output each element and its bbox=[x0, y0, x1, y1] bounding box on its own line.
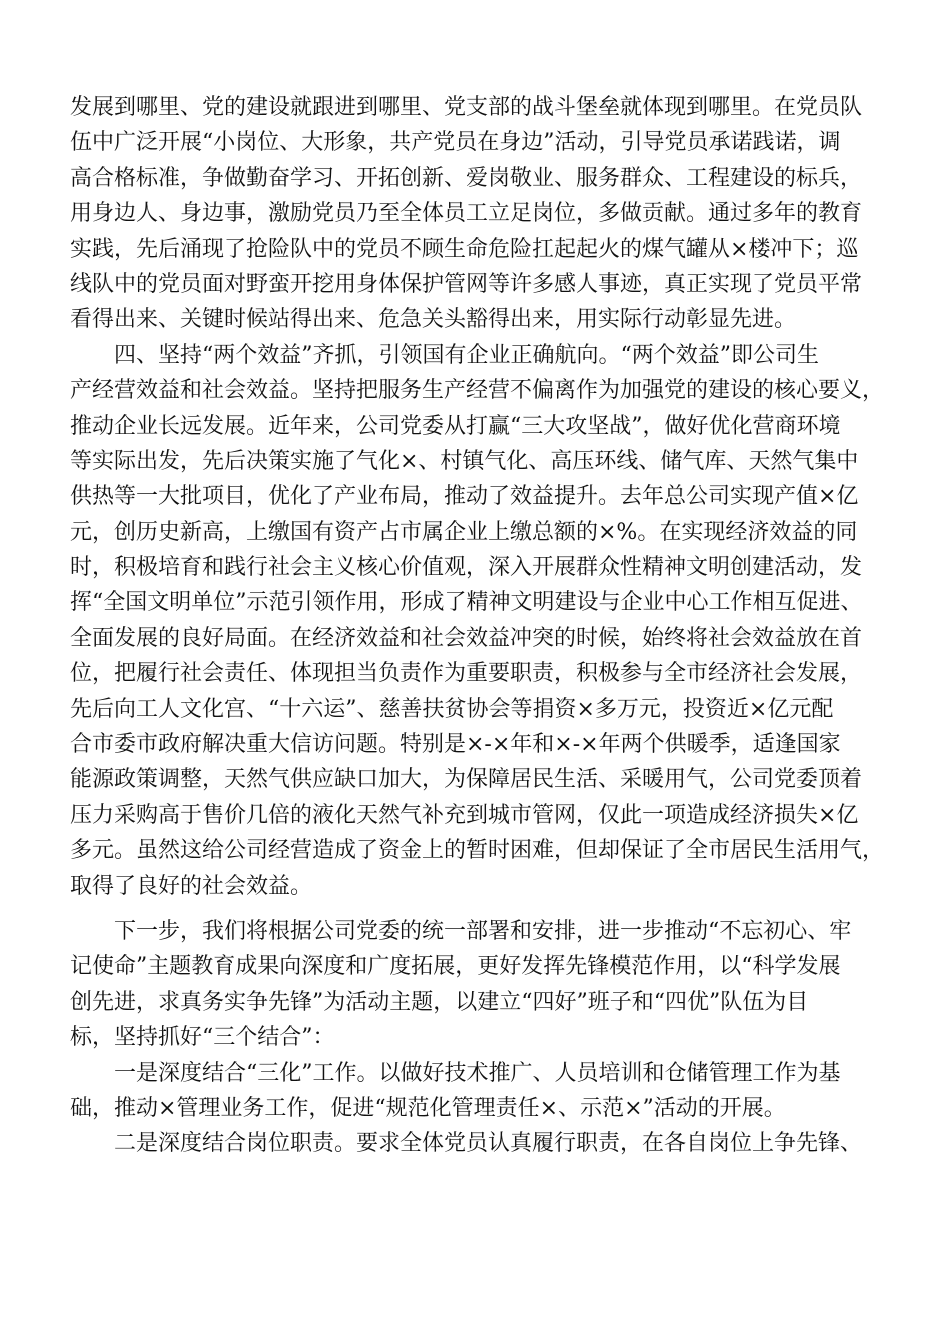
text-line: 发展到哪里、党的建设就跟进到哪里、党支部的战斗堡垒就体现到哪里。在党员队 bbox=[70, 95, 863, 120]
text-line: 一是深度结合“三化”工作。以做好技术推广、人员培训和仓储管理工作为基 bbox=[70, 1060, 841, 1086]
text-line: 推动企业长远发展。近年来，公司党委从打赢“三大攻坚战”，做好优化营商环境 bbox=[70, 413, 841, 439]
text-line: 线队中的党员面对野蛮开挖用身体保护管网等许多感人事迹，真正实现了党员平常 bbox=[70, 271, 863, 297]
text-line: 先后向工人文化宫、“十六运”、慈善扶贫协会等捐资×多万元，投资近×亿元配 bbox=[70, 696, 834, 722]
text-line: 合市委市政府解决重大信访问题。特别是×-×年和×-×年两个供暖季，适逢国家 bbox=[70, 732, 841, 758]
text-line: 取得了良好的社会效益。 bbox=[70, 873, 313, 899]
text-line: 看得出来、关键时候站得出来、危急关头豁得出来，用实际行动彰显先进。 bbox=[70, 307, 797, 333]
text-line: 位，把履行社会责任、体现担当负责作为重要职责，积极参与全市经济社会发展， bbox=[70, 661, 863, 687]
text-line: 标，坚持抓好“三个结合”： bbox=[70, 1025, 335, 1051]
text-line: 伍中广泛开展“小岗位、大形象，共产党员在身边”活动，引导党员承诺践诺，调 bbox=[70, 130, 841, 156]
text-line: 压力采购高于售价几倍的液化天然气补充到城市管网，仅此一项造成经济损失×亿 bbox=[70, 802, 859, 828]
text-line: 元，创历史新高，上缴国有资产占市属企业上缴总额的×%。在实现经济效益的同 bbox=[70, 519, 858, 545]
text-line: 全面发展的良好局面。在经济效益和社会效益冲突的时候，始终将社会效益放在首 bbox=[70, 625, 863, 651]
text-line: 下一步，我们将根据公司党委的统一部署和安排，进一步推动“不忘初心、牢 bbox=[70, 918, 852, 944]
text-line: 产经营效益和社会效益。坚持把服务生产经营不偏离作为加强党的建设的核心要义， bbox=[70, 378, 885, 404]
text-line: 实践，先后涌现了抢险队中的党员不顾生命危险扛起起火的煤气罐从×楼冲下；巡 bbox=[70, 236, 859, 262]
text-line: 记使命”主题教育成果向深度和广度拓展，更好发挥先锋模范作用，以“科学发展 bbox=[70, 954, 841, 980]
text-line: 时，积极培育和践行社会主义核心价值观，深入开展群众性精神文明创建活动，发 bbox=[70, 555, 863, 581]
text-line: 二是深度结合岗位职责。要求全体党员认真履行职责，在各自岗位上争先锋、 bbox=[70, 1131, 863, 1157]
text-line: 高合格标准，争做勤奋学习、开拓创新、爱岗敬业、服务群众、工程建设的标兵， bbox=[70, 165, 863, 191]
text-line: 多元。虽然这给公司经营造成了资金上的暂时困难，但却保证了全市居民生活用气， bbox=[70, 838, 885, 864]
text-line: 等实际出发，先后决策实施了气化×、村镇气化、高压环线、储气库、天然气集中 bbox=[70, 448, 859, 474]
text-line: 四、坚持“两个效益”齐抓，引领国有企业正确航向。“两个效益”即公司生 bbox=[70, 342, 819, 368]
text-line: 挥“全国文明单位”示范引领作用，形成了精神文明建设与企业中心工作相互促进、 bbox=[70, 590, 863, 616]
text-line: 创先进，求真务实争先锋”为活动主题，以建立“四好”班子和“四优”队伍为目 bbox=[70, 989, 809, 1015]
text-line: 供热等一大批项目，优化了产业布局，推动了效益提升。去年总公司实现产值×亿 bbox=[70, 484, 859, 510]
text-line: 础，推动×管理业务工作，促进“规范化管理责任×、示范×”活动的开展。 bbox=[70, 1095, 786, 1121]
text-line: 能源政策调整，天然气供应缺口加大，为保障居民生活、采暖用气，公司党委顶着 bbox=[70, 767, 863, 793]
text-line: 用身边人、身边事，激励党员乃至全体员工立足岗位，多做贡献。通过多年的教育 bbox=[70, 201, 863, 227]
body-text bbox=[70, 90, 890, 1162]
paragraph-gap bbox=[70, 904, 890, 914]
